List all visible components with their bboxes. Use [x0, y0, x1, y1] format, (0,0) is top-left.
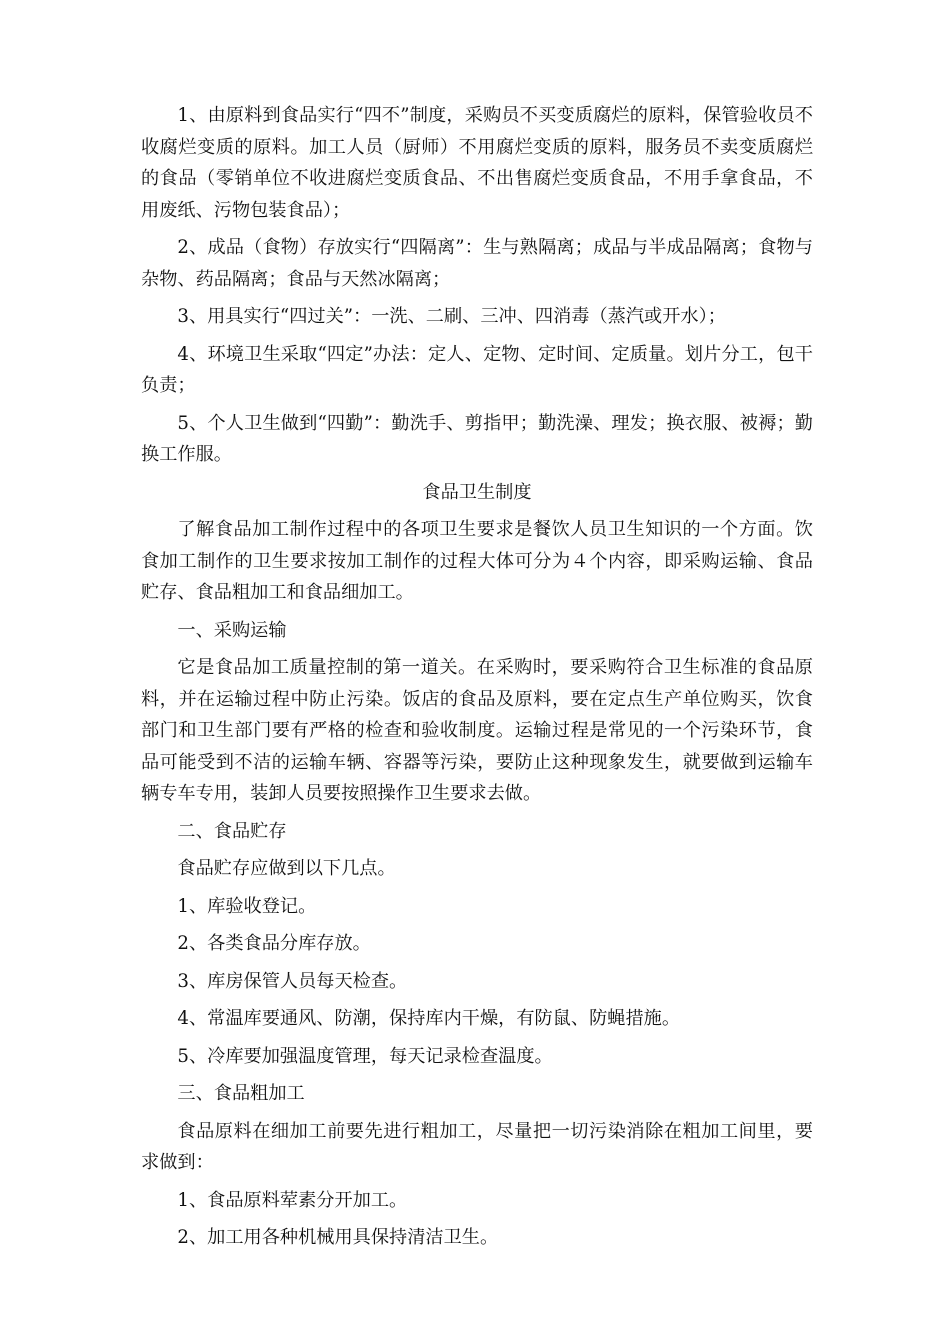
section-title: 食品卫生制度: [422, 481, 532, 503]
intro-paragraph: 了解食品加工制作过程中的各项卫生要求是餐饮人员卫生知识的一个方面。饮食加工制作的卫生要求按加工制作的过程大体可分为４个内容，即采购运输、食品贮存、食品粗加工和食品细加工。: [141, 519, 813, 603]
part1-body: 它是食品加工质量控制的第一道关。在采购时，要采购符合卫生标准的食品原料，并在运输过程中防止污染。饭店的食品及原料，要在定点生产单位购买，饮食部门和卫生部门要有严格的检查和验收制度。运输过程是常见的一个污染环节，食品可能受到不洁的运输车辆、容器等污染，要防止这种现象发生，就要做到运输车辆专车专用，装卸人员要按照操作卫生要求去做。: [141, 657, 813, 804]
rule-paragraph-5: 5、个人卫生做到“四勤”：勤洗手、剪指甲；勤洗澡、理发；换衣服、被褥；勤换工作服。: [141, 412, 813, 465]
part2-item-3: 3、库房保管人员每天检查。: [177, 970, 408, 992]
rule-paragraph-1: 1、由原料到食品实行“四不”制度，采购员不买变质腐烂的原料，保管验收员不收腐烂变质的原料。加工人员（厨师）不用腐烂变质的原料，服务员不卖变质腐烂的食品（零销单位不收进腐烂变质食品、不出售腐烂变质食品，不用手拿食品，不用废纸、污物包装食品）；: [141, 105, 813, 221]
part2-item-4: 4、常温库要通风、防潮，保持库内干燥，有防鼠、防蝇措施。: [177, 1008, 681, 1029]
part2-item-1: 1、库验收登记。: [177, 895, 317, 917]
part3-heading: 三、食品粗加工: [177, 1083, 305, 1104]
part2-item-5: 5、冷库要加强温度管理，每天记录检查温度。: [177, 1045, 553, 1067]
document-page: [141, 100, 813, 1260]
part2-lead: 食品贮存应做到以下几点。: [177, 858, 396, 879]
part1-heading: 一、采购运输: [177, 619, 287, 641]
rule-paragraph-3: 3、用具实行“四过关”：一洗、二刷、三冲、四消毒（蒸汽或开水）；: [177, 306, 726, 327]
part3-lead: 食品原料在细加工前要先进行粗加工，尽量把一切污染消除在粗加工间里，要求做到：: [141, 1120, 813, 1173]
rule-paragraph-4: 4、环境卫生采取“四定”办法：定人、定物、定时间、定质量。划片分工，包干负责；: [141, 343, 813, 396]
part2-heading: 二、食品贮存: [177, 820, 287, 842]
part2-item-2: 2、各类食品分库存放。: [177, 933, 371, 954]
part3-item-1: 1、食品原料荤素分开加工。: [177, 1189, 408, 1211]
rule-paragraph-2: 2、成品（食物）存放实行“四隔离”：生与熟隔离；成品与半成品隔离；食物与杂物、药品隔离；食品与天然冰隔离；: [141, 237, 813, 290]
part3-item-2: 2、加工用各种机械用具保持清洁卫生。: [177, 1227, 499, 1248]
